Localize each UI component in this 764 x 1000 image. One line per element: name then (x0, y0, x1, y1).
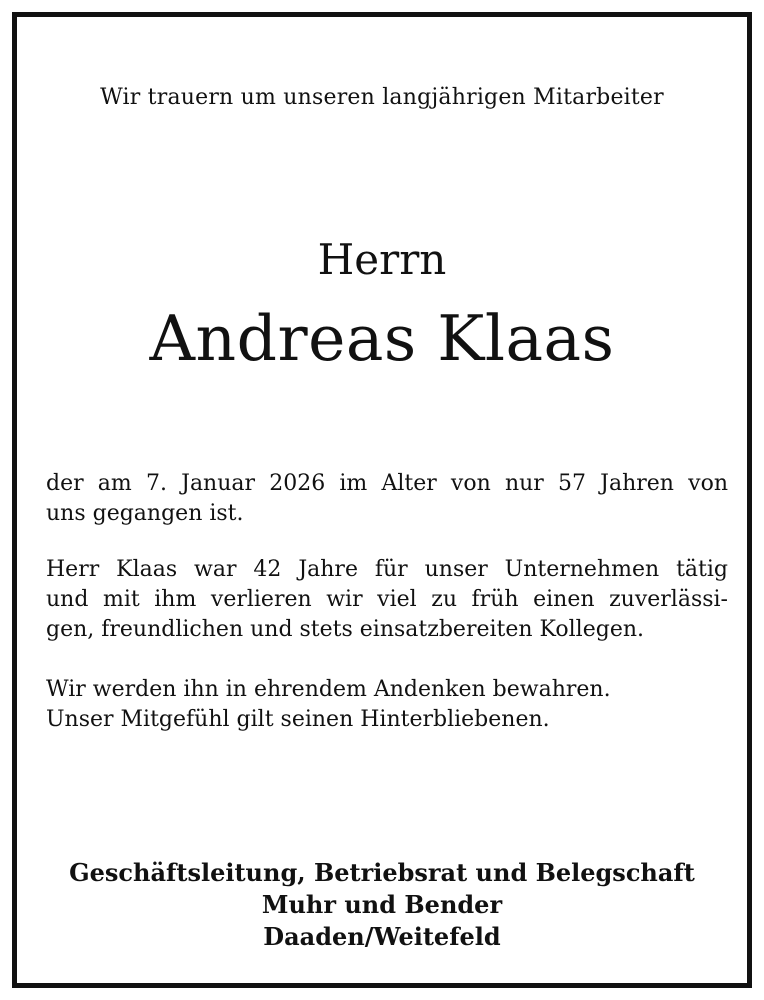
signature-line-location: Daaden/Weitefeld (263, 922, 501, 951)
signature-block (17, 857, 747, 953)
intro-line: Wir trauern um unseren langjährigen Mitarbeiter (100, 85, 664, 110)
signature-line-company: Muhr und Bender (261, 890, 503, 919)
paragraph-condolence (46, 675, 728, 735)
paragraph-death-notice (46, 469, 728, 529)
text-line: der am 7. Januar 2026 im Alter von nur 57 Jahren von (46, 471, 728, 496)
signature-line-group: Geschäftsleitung, Betriebsrat und Belegschaft (69, 858, 695, 887)
text-line: Herr Klaas war 42 Jahre für unser Unternehmen tätig (46, 557, 728, 582)
paragraph-tribute (46, 555, 728, 645)
deceased-name: Andreas Klaas (149, 302, 615, 375)
salutation: Herrn (317, 235, 447, 284)
text-line: Wir werden ihn in ehrendem Andenken bewahren. (46, 677, 611, 702)
text-line: gen, freundlichen und stets einsatzbereiten Kollegen. (46, 617, 644, 642)
text-line: und mit ihm verlieren wir viel zu früh einen zuverlässi- (46, 587, 728, 612)
obituary-frame (12, 12, 752, 988)
text-line: uns gegangen ist. (46, 501, 244, 526)
text-line: Unser Mitgefühl gilt seinen Hinterbliebenen. (46, 707, 550, 732)
